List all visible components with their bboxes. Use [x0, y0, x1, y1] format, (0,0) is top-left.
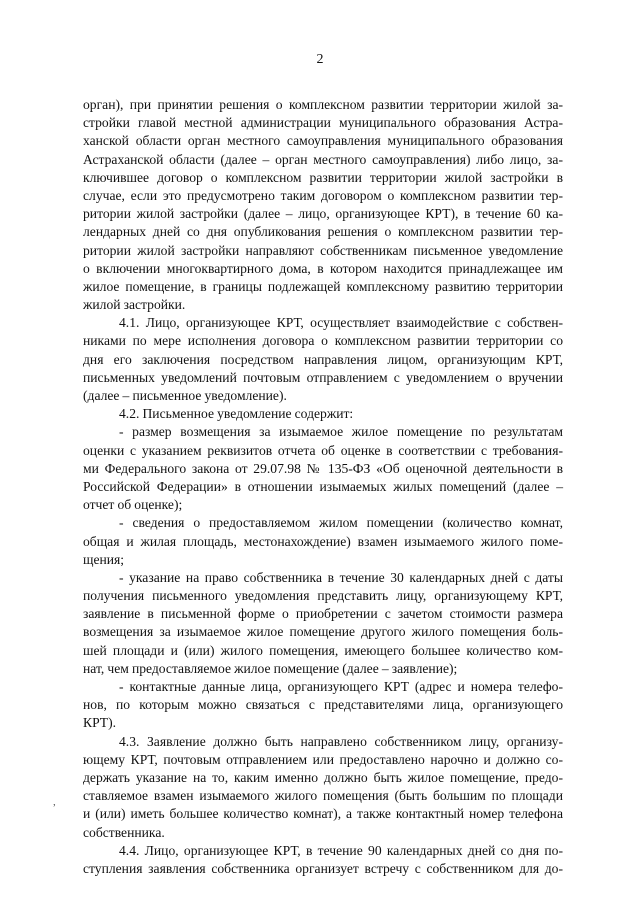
- text-line: жилой застройки.: [83, 297, 186, 313]
- text-line: нат, чем предоставляемое жилое помещение (далее – заявление);: [83, 660, 458, 676]
- text-line: - указание на право собственника в течение 30 календарных дней с даты: [119, 569, 563, 585]
- text-line: держать указание на то, каким именно должно быть жилое помещение, предо-: [83, 769, 563, 785]
- text-line: лендарных дней со дня опубликования решения о комплексном развитии тер-: [83, 224, 563, 240]
- text-line: ключившее договор о комплексном развитии территории жилой застройки в: [83, 169, 563, 185]
- margin-mark: ,: [53, 796, 56, 808]
- paragraph: [83, 842, 563, 878]
- text-line: шей площади и (или) жилого помещения, имеющего большее количество ком-: [83, 642, 563, 658]
- text-line: заявление в письменной форме о приобретении с зачетом стоимости размера: [83, 606, 563, 622]
- text-line: ми Федерального закона от 29.07.98 № 135-ФЗ «Об оценочной деятельности в: [83, 460, 563, 476]
- text-line: возмещения за изымаемое жилое помещение другого жилого помещения боль-: [83, 624, 563, 640]
- text-line: ющему КРТ, почтовым отправлением или предоставлено нарочно и должно со-: [83, 751, 563, 767]
- text-line: Астраханской области (далее – орган местного самоуправления) либо лицо, за-: [83, 151, 563, 167]
- text-line: орган), при принятии решения о комплексном развитии территории жилой за-: [83, 97, 563, 112]
- text-line: ритории жилой застройки (далее – лицо, организующее КРТ), в течение 60 ка-: [83, 206, 563, 222]
- text-line: оценки с указанием реквизитов отчета об оценке в соответствии с требования-: [83, 442, 563, 458]
- paragraph: [83, 678, 563, 733]
- text-line: дня его заключения посредством направления лицом, организующим КРТ,: [83, 351, 563, 367]
- text-line: жилое помещение, в границы подлежащей комплексному развитию территории: [83, 278, 563, 294]
- text-line: никами по мере исполнения договора о комплексном развитии территории со: [83, 333, 563, 349]
- document-body: [83, 96, 563, 878]
- text-line: и (или) иметь большее количество комнат), а также контактный номер телефона: [83, 806, 563, 822]
- text-line: 4.2. Письменное уведомление содержит:: [119, 406, 354, 422]
- page-number: 2: [316, 52, 324, 67]
- text-line: (далее – письменное уведомление).: [83, 388, 287, 403]
- text-line: ханской области орган местного самоуправления муниципального образования: [83, 133, 563, 149]
- text-line: общая и жилая площадь, местонахождение) взамен изымаемого жилого поме-: [83, 533, 563, 549]
- text-line: ритории жилой застройки направляют собственникам письменное уведомление: [83, 242, 563, 258]
- paragraph: [83, 314, 563, 405]
- text-line: щения;: [83, 551, 125, 567]
- text-line: отчет об оценке);: [83, 497, 183, 513]
- text-line: стройки главой местной администрации муниципального образования Астра-: [83, 115, 563, 131]
- text-line: - сведения о предоставляемом жилом помещении (количество комнат,: [119, 515, 563, 531]
- text-line: ставляемое взамен изымаемого жилого помещения (быть большим по площади: [83, 788, 563, 804]
- paragraph: [83, 405, 563, 423]
- text-line: нов, по которым можно связаться с представителями лица, организующего: [83, 697, 563, 713]
- text-line: - контактные данные лица, организующего КРТ (адрес и номера телефо-: [119, 679, 563, 694]
- text-line: - размер возмещения за изымаемое жилое помещение по результатам: [119, 424, 563, 440]
- text-line: письменных уведомлений почтовым отправлением с уведомлением о вручении: [83, 369, 563, 385]
- paragraph: [83, 514, 563, 569]
- text-line: случае, если это предусмотрено таким договором о комплексном развитии тер-: [83, 187, 563, 203]
- text-line: ступления заявления собственника организует встречу с собственником для до-: [83, 860, 563, 876]
- paragraph: [83, 96, 563, 314]
- text-line: 4.4. Лицо, организующее КРТ, в течение 90 календарных дней со дня по-: [119, 842, 563, 858]
- paragraph: [83, 423, 563, 514]
- text-line: Российской Федерации» в отношении изымаемых жилых помещений (далее –: [83, 478, 563, 494]
- text-line: 4.3. Заявление должно быть направлено собственником лицу, организу-: [119, 733, 563, 749]
- text-line: 4.1. Лицо, организующее КРТ, осуществляет взаимодействие с собствен-: [119, 315, 563, 331]
- paragraph: [83, 569, 563, 678]
- text-line: о включении многоквартирного дома, в котором находится принадлежащее им: [83, 260, 563, 276]
- paragraph: [83, 733, 563, 842]
- text-line: собственника.: [83, 824, 165, 840]
- text-line: получения письменного уведомления представить лицу, организующему КРТ,: [83, 588, 563, 604]
- text-line: КРТ).: [83, 715, 117, 731]
